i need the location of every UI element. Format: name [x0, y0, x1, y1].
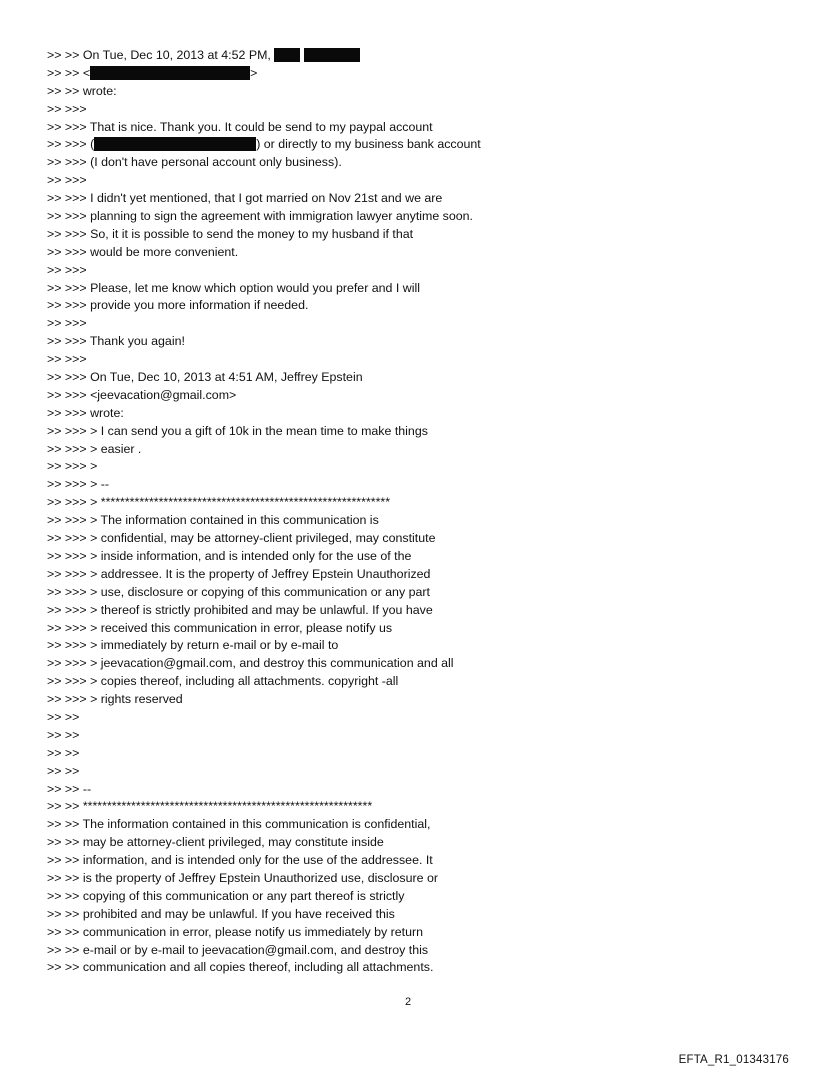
email-line: >> >>> planning to sign the agreement with immigration lawyer anytime soon. — [47, 209, 473, 224]
email-line: >> >>> — [47, 173, 87, 188]
email-line: >> >>> On Tue, Dec 10, 2013 at 4:51 AM, Jeffrey Epstein — [47, 370, 363, 385]
email-line: >> >>> would be more convenient. — [47, 244, 239, 259]
email-line: >> >> information, and is intended only for the use of the addressee. It — [47, 853, 433, 868]
email-line: >> >>> I didn't yet mentioned, that I got married on Nov 21st and we are — [47, 191, 443, 206]
email-line: >> >> prohibited and may be unlawful. If you have received this — [47, 906, 395, 921]
email-line: >> >> — [47, 709, 80, 724]
email-line: >> >>> > copies thereof, including all attachments. copyright -all — [47, 674, 399, 689]
email-line: >> >> e-mail or by e-mail to jeevacation@gmail.com, and destroy this — [47, 942, 429, 957]
email-line: >> >>> > received this communication in error, please notify us — [47, 620, 393, 635]
email-line: >> >>> > -- — [47, 477, 109, 492]
email-line: >> >>> > jeevacation@gmail.com, and destroy this communication and all — [47, 656, 454, 671]
email-line: >> >>> > The information contained in this communication is — [47, 513, 379, 528]
email-line: >> >> communication in error, please notify us immediately by return — [47, 924, 424, 939]
email-line: >> >> wrote: — [47, 83, 117, 98]
email-line: >> >>> provide you more information if needed. — [47, 298, 309, 313]
email-line: >> >>> That is nice. Thank you. It could be send to my paypal account — [47, 119, 433, 134]
email-line: >> >> On Tue, Dec 10, 2013 at 4:52 PM, — [47, 47, 787, 65]
email-line: >> >>> Please, let me know which option would you prefer and I will — [47, 280, 420, 295]
email-line: >> >> — [47, 745, 80, 760]
email-line: >> >>> — [47, 316, 87, 331]
email-line: >> >>> > ************************************************************ — [47, 495, 391, 510]
email-body — [47, 47, 787, 977]
email-line: >> >> ************************************************************ — [47, 799, 373, 814]
email-line: >> >>> > confidential, may be attorney-client privileged, may constitute — [47, 531, 436, 546]
email-line: >> >>> > — [47, 459, 98, 474]
page-number: 2 — [404, 996, 412, 1008]
email-line: >> >>> > rights reserved — [47, 692, 183, 707]
redaction-box — [90, 66, 250, 80]
email-line: >> >> may be attorney-client privileged, may constitute inside — [47, 835, 384, 850]
email-line: >> >> The information contained in this communication is confidential, — [47, 817, 431, 832]
email-line: >> >>> wrote: — [47, 405, 124, 420]
email-line: >> >>> ( ) or directly to my business bank account — [47, 137, 481, 152]
email-line: >> >>> > easier . — [47, 441, 142, 456]
email-line: >> >>> Thank you again! — [47, 334, 185, 349]
email-line: >> >>> So, it it is possible to send the money to my husband if that — [47, 226, 414, 241]
email-line: >> >>> > addressee. It is the property of Jeffrey Epstein Unauthorized — [47, 566, 431, 581]
email-line: >> >> is the property of Jeffrey Epstein Unauthorized use, disclosure or — [47, 870, 438, 885]
email-line: >> >>> > thereof is strictly prohibited and may be unlawful. If you have — [47, 602, 433, 617]
email-line: >> >> < > — [47, 65, 258, 80]
email-line: >> >>> > I can send you a gift of 10k in the mean time to make things — [47, 423, 428, 438]
redaction-box — [94, 137, 256, 151]
email-line: >> >> — [47, 763, 80, 778]
email-line: >> >>> > immediately by return e-mail or by e-mail to — [47, 638, 339, 653]
redaction-box — [274, 48, 300, 62]
email-line: >> >> — [47, 727, 80, 742]
email-line: >> >>> — [47, 262, 87, 277]
email-line: >> >> communication and all copies thereof, including all attachments. — [47, 960, 434, 975]
email-line: >> >>> — [47, 352, 87, 367]
email-line: >> >>> (I don't have personal account only business). — [47, 155, 342, 170]
email-line: >> >>> <jeevacation@gmail.com> — [47, 387, 237, 402]
email-line: >> >>> > use, disclosure or copying of this communication or any part — [47, 584, 430, 599]
bates-number: EFTA_R1_01343176 — [678, 1054, 789, 1066]
email-line: >> >> copying of this communication or any part thereof is strictly — [47, 888, 405, 903]
email-line: >> >>> > inside information, and is intended only for the use of the — [47, 548, 412, 563]
email-line: >> >> -- — [47, 781, 92, 796]
email-line: >> >>> — [47, 101, 87, 116]
redaction-box — [304, 48, 360, 62]
